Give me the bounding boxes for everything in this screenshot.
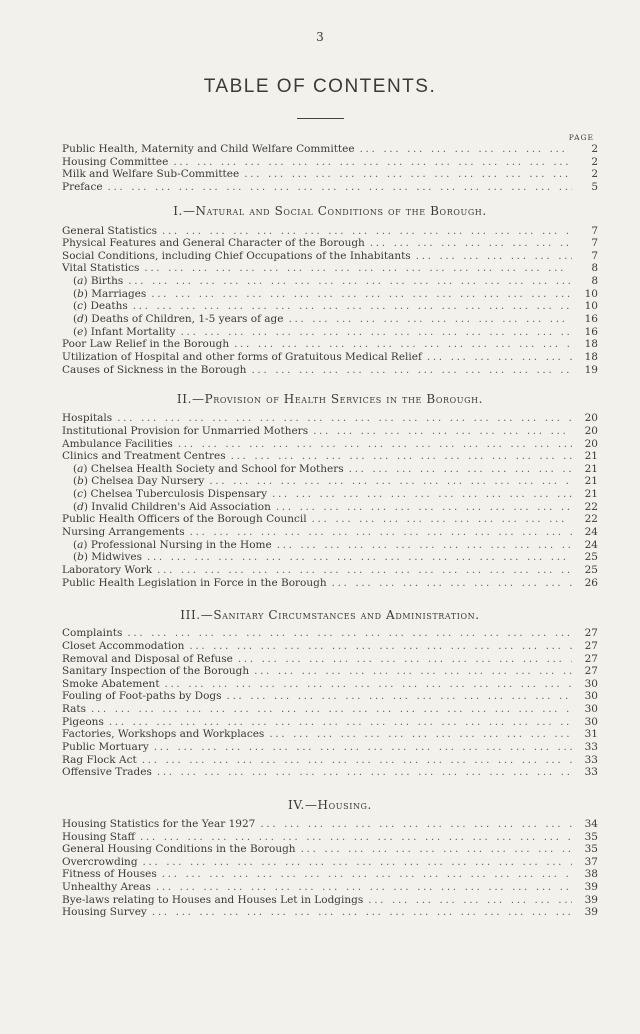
toc-section — [62, 204, 598, 377]
dot-leader — [138, 856, 572, 869]
toc-entry-page: 22 — [584, 513, 598, 526]
dot-leader — [122, 627, 572, 640]
toc-entry — [62, 690, 598, 703]
dot-leader — [104, 716, 572, 729]
dot-leader — [146, 288, 572, 301]
toc-entry-label — [62, 754, 137, 767]
toc-entry — [62, 225, 598, 238]
toc-entry — [62, 831, 598, 844]
dot-leader — [327, 577, 572, 590]
toc-entry — [62, 168, 598, 181]
toc-entry-page: 24 — [584, 538, 598, 551]
toc-entry-label — [62, 438, 173, 451]
toc-entry — [62, 703, 598, 716]
dot-leader — [86, 703, 572, 716]
dot-leader — [226, 450, 572, 463]
toc-entry — [62, 868, 598, 881]
toc-entry-text: Social Conditions, including Chief Occupations of the Inhabitants — [62, 249, 411, 262]
toc-entry-page: 33 — [584, 766, 598, 779]
toc-entry-text: Marriages — [91, 287, 147, 300]
toc-entry-text: Complaints — [62, 627, 123, 640]
toc-entry-text: Housing Survey — [62, 906, 147, 919]
toc-entry-prefix: (c) — [73, 300, 88, 313]
toc-entry-label — [62, 906, 147, 919]
toc-entry-label — [62, 488, 267, 501]
toc-entry-page: 34 — [584, 817, 598, 830]
toc-entry-text: Deaths — [90, 300, 128, 313]
toc-entry-label — [62, 766, 152, 779]
toc-entry-page: 38 — [584, 868, 598, 881]
table-of-contents — [62, 132, 598, 919]
toc-entry — [62, 856, 598, 869]
dot-leader — [222, 690, 572, 703]
dot-leader — [139, 262, 572, 275]
toc-entry — [62, 143, 598, 156]
toc-entry-page: 7 — [591, 237, 598, 250]
toc-entry-label — [62, 300, 128, 313]
toc-entry-label — [62, 501, 271, 514]
toc-entry-page: 27 — [584, 627, 598, 640]
toc-entry-page: 21 — [584, 475, 598, 488]
toc-entry-text: Institutional Provision for Unmarried Mothers — [62, 424, 309, 437]
toc-entry-text: Chelsea Health Society and School for Mothers — [90, 462, 344, 475]
toc-entry-prefix: (c) — [73, 488, 88, 501]
toc-entry-page: 30 — [584, 690, 598, 703]
toc-entry-text: Professional Nursing in the Home — [90, 538, 272, 551]
toc-entry-prefix: (a) — [73, 275, 88, 288]
toc-entry-label — [62, 168, 239, 181]
toc-entry — [62, 665, 598, 678]
toc-entry-page: 24 — [584, 526, 598, 539]
dot-leader — [168, 156, 572, 169]
toc-entry-page: 2 — [591, 168, 598, 181]
toc-entry-label — [62, 577, 327, 590]
toc-entry-text: Public Health Officers of the Borough Council — [62, 513, 307, 526]
toc-entry — [62, 237, 598, 250]
toc-entry-label — [62, 665, 249, 678]
toc-entry — [62, 741, 598, 754]
toc-entry-text: Housing Statistics for the Year 1927 — [62, 817, 256, 830]
dot-leader — [365, 237, 572, 250]
toc-entry — [62, 513, 598, 526]
toc-entry-text: Invalid Children's Aid Association — [91, 500, 271, 513]
toc-entry-page: 25 — [584, 551, 598, 564]
toc-entry-page: 27 — [584, 652, 598, 665]
toc-entry-page: 16 — [584, 325, 598, 338]
toc-entry-label — [62, 539, 272, 552]
toc-entry-text: Nursing Arrangements — [62, 526, 185, 539]
toc-entry-page: 22 — [584, 500, 598, 513]
dot-leader — [284, 313, 573, 326]
toc-entry-page: 21 — [584, 462, 598, 475]
toc-entry-label — [62, 627, 122, 640]
dot-leader — [147, 906, 572, 919]
toc-entry-text: Smoke Abatement — [62, 677, 160, 690]
toc-entry-text: Fitness of Houses — [62, 868, 157, 881]
dot-leader — [151, 881, 572, 894]
toc-entry-page: 8 — [591, 275, 598, 288]
toc-entry-prefix: (a) — [73, 538, 88, 551]
toc-entry-label — [62, 425, 308, 438]
dot-leader — [142, 551, 572, 564]
toc-entry-page: 20 — [584, 437, 598, 450]
toc-entry-page: 18 — [584, 338, 598, 351]
toc-entry-text: Infant Mortality — [90, 325, 176, 338]
toc-entry-text: Deaths of Children, 1-5 years of age — [91, 313, 284, 326]
dot-leader — [355, 143, 572, 156]
toc-entry-text: Poor Law Relief in the Borough — [62, 338, 230, 351]
toc-entry — [62, 728, 598, 741]
toc-subentry — [62, 501, 598, 514]
toc-subentry — [62, 463, 598, 476]
toc-entry — [62, 766, 598, 779]
toc-entry-text: Births — [90, 275, 124, 288]
toc-entry-text: Public Health, Maternity and Child Welfare Committee — [62, 143, 355, 155]
toc-entry-prefix: (b) — [73, 475, 88, 488]
section-heading: III.—Sanitary Circumstances and Administration. — [180, 608, 480, 623]
toc-entry-page: 27 — [584, 665, 598, 678]
toc-entry-label — [62, 463, 344, 476]
toc-entry-label — [62, 288, 146, 301]
toc-entry-label — [62, 143, 355, 156]
toc-entry-prefix: (b) — [73, 287, 88, 300]
toc-entry-label — [62, 551, 142, 564]
toc-entry-label — [62, 237, 365, 250]
toc-entry-text: Unhealthy Areas — [62, 881, 151, 894]
dot-leader — [246, 364, 572, 377]
toc-subentry — [62, 539, 598, 552]
page-title: TABLE OF CONTENTS. — [203, 76, 437, 97]
toc-entry-text: Sanitary Inspection of the Borough — [62, 665, 250, 678]
dot-leader — [422, 351, 572, 364]
toc-entry-page: 27 — [584, 639, 598, 652]
dot-leader — [157, 225, 572, 238]
dot-leader — [149, 741, 572, 754]
dot-leader — [184, 640, 572, 653]
toc-entry-text: Ambulance Facilities — [62, 437, 173, 450]
toc-entry-text: Fouling of Foot-paths by Dogs — [62, 690, 222, 703]
toc-entry-text: Causes of Sickness in the Borough — [62, 363, 247, 376]
toc-subentry — [62, 326, 598, 339]
dot-leader — [264, 728, 572, 741]
toc-entry-text: Chelsea Tuberculosis Dispensary — [90, 488, 267, 501]
dot-leader — [229, 338, 572, 351]
toc-entry-label — [62, 881, 151, 894]
toc-entry — [62, 881, 598, 894]
toc-entry-page: 30 — [584, 715, 598, 728]
toc-subentry — [62, 275, 598, 288]
toc-entry-prefix: (b) — [73, 551, 88, 564]
dot-leader — [344, 463, 572, 476]
toc-entry-text: Midwives — [91, 551, 143, 564]
toc-entry-text: Housing Committee — [62, 155, 169, 168]
toc-entry-prefix: (a) — [73, 462, 88, 475]
toc-entry — [62, 640, 598, 653]
section-heading: I.—Natural and Social Conditions of the Borough. — [173, 203, 487, 218]
toc-entry-text: General Housing Conditions in the Borough — [62, 843, 296, 856]
toc-entry-page: 5 — [591, 180, 598, 193]
toc-entry-label — [62, 894, 363, 907]
toc-entry-label — [62, 653, 233, 666]
toc-entry-text: Factories, Workshops and Workplaces — [62, 728, 265, 741]
toc-entry-text: Bye-laws relating to Houses and Houses Let in Lodgings — [62, 893, 364, 906]
toc-entry-label — [62, 156, 168, 169]
toc-entry-text: General Statistics — [62, 224, 158, 237]
toc-entry — [62, 351, 598, 364]
toc-entry-label — [62, 475, 204, 488]
toc-entry-label — [62, 338, 229, 351]
toc-entry-page: 7 — [591, 249, 598, 262]
toc-entry-label — [62, 640, 184, 653]
toc-entry-label — [62, 364, 246, 377]
toc-entry-label — [62, 818, 255, 831]
toc-entry-label — [62, 690, 222, 703]
toc-entry — [62, 438, 598, 451]
toc-entry — [62, 653, 598, 666]
dot-leader — [123, 275, 572, 288]
toc-entry-page: 30 — [584, 677, 598, 690]
toc-entry — [62, 412, 598, 425]
toc-entry — [62, 564, 598, 577]
toc-entry-page: 7 — [591, 224, 598, 237]
toc-entry-text: Closet Accommodation — [62, 639, 185, 652]
dot-leader — [128, 300, 572, 313]
dot-leader — [296, 843, 572, 856]
toc-entry-text: Vital Statistics — [62, 262, 140, 275]
dot-leader — [137, 754, 572, 767]
toc-entry-label — [62, 250, 411, 263]
toc-entry-label — [62, 703, 86, 716]
toc-entry — [62, 250, 598, 263]
toc-entry-page: 16 — [584, 313, 598, 326]
front-matter-list — [62, 143, 598, 194]
toc-entry-text: Housing Staff — [62, 830, 135, 843]
toc-entry-page: 35 — [584, 843, 598, 856]
toc-entry-label — [62, 843, 296, 856]
dot-leader — [307, 513, 572, 526]
toc-entry-label — [62, 275, 123, 288]
toc-entry-page: 35 — [584, 830, 598, 843]
dot-leader — [112, 412, 572, 425]
section-heading: II.—Provision of Health Services in the Borough. — [176, 392, 484, 407]
toc-entry-label — [62, 856, 138, 869]
toc-entry-label — [62, 716, 104, 729]
toc-entry-text: Hospitals — [62, 412, 113, 425]
toc-subentry — [62, 475, 598, 488]
toc-entry-label — [62, 225, 157, 238]
page-column-header: PAGE — [568, 133, 594, 142]
toc-entry-page: 10 — [584, 287, 598, 300]
toc-entry — [62, 262, 598, 275]
toc-subentry — [62, 300, 598, 313]
toc-entry-page: 21 — [584, 488, 598, 501]
toc-entry-prefix: (d) — [73, 313, 88, 326]
toc-entry-page: 19 — [584, 363, 598, 376]
dot-leader — [272, 539, 572, 552]
toc-entry-label — [62, 526, 185, 539]
dot-leader — [160, 678, 572, 691]
toc-entry-text: Rag Flock Act — [62, 753, 137, 766]
toc-entry-page: 2 — [591, 155, 598, 168]
toc-entry — [62, 894, 598, 907]
toc-entry — [62, 577, 598, 590]
dot-leader — [152, 564, 572, 577]
toc-entry-text: Public Mortuary — [62, 740, 149, 753]
toc-entry-text: Physical Features and General Character of the Borough — [62, 237, 365, 250]
dot-leader — [308, 425, 572, 438]
dot-leader — [173, 438, 572, 451]
toc-entry-page: 39 — [584, 906, 598, 919]
dot-leader — [233, 653, 572, 666]
toc-entry-page: 33 — [584, 740, 598, 753]
toc-entry-label — [62, 450, 226, 463]
toc-entry-page: 20 — [584, 424, 598, 437]
toc-entry — [62, 678, 598, 691]
toc-entry-page: 8 — [591, 262, 598, 275]
toc-entry-label — [62, 326, 176, 339]
dot-leader — [267, 488, 572, 501]
toc-entry — [62, 181, 598, 194]
section-heading: IV.—Housing. — [288, 797, 372, 812]
toc-entry-label — [62, 741, 149, 754]
toc-entry — [62, 450, 598, 463]
toc-entry-page: 39 — [584, 881, 598, 894]
toc-entry-label — [62, 868, 157, 881]
toc-entry — [62, 627, 598, 640]
toc-subentry — [62, 313, 598, 326]
dot-leader — [255, 818, 572, 831]
toc-entry-page: 30 — [584, 703, 598, 716]
toc-subentry — [62, 288, 598, 301]
toc-entry-page: 37 — [584, 855, 598, 868]
toc-entry-label — [62, 564, 152, 577]
dot-leader — [239, 168, 572, 181]
toc-entry-label — [62, 412, 112, 425]
toc-entry-label — [62, 313, 284, 326]
toc-entry — [62, 716, 598, 729]
toc-entry-page: 18 — [584, 350, 598, 363]
toc-entry-prefix: (d) — [73, 500, 88, 513]
toc-entry — [62, 818, 598, 831]
dot-leader — [152, 766, 572, 779]
toc-entry-text: Milk and Welfare Sub-Committee — [62, 168, 240, 181]
toc-entry-text: Utilization of Hospital and other forms of Gratuitous Medical Relief — [62, 350, 422, 363]
toc-entry-label — [62, 728, 264, 741]
toc-entry-text: Public Health Legislation in Force in the Borough — [62, 576, 327, 589]
toc-entry-label — [62, 513, 307, 526]
toc-entry-label — [62, 351, 422, 364]
toc-entry-text: Clinics and Treatment Centres — [62, 450, 226, 463]
toc-entry — [62, 425, 598, 438]
dot-leader — [204, 475, 572, 488]
toc-entry-page: 21 — [584, 450, 598, 463]
dot-leader — [176, 326, 572, 339]
toc-entry — [62, 364, 598, 377]
toc-entry-text: Offensive Trades — [62, 766, 152, 779]
toc-entry-prefix: (e) — [73, 325, 88, 338]
page-number: 3 — [316, 30, 324, 44]
toc-entry-label — [62, 678, 160, 691]
toc-entry-page: 26 — [584, 576, 598, 589]
toc-entry-text: Rats — [62, 703, 87, 716]
toc-section — [62, 798, 598, 919]
toc-entry-text: Removal and Disposal of Refuse — [62, 652, 233, 665]
dot-leader — [185, 526, 572, 539]
dot-leader — [271, 501, 572, 514]
toc-entry-page: 25 — [584, 563, 598, 576]
toc-entry-page: 20 — [584, 412, 598, 425]
dot-leader — [249, 665, 572, 678]
toc-entry — [62, 156, 598, 169]
toc-entry-text: Preface — [62, 180, 103, 193]
dot-leader — [103, 181, 572, 194]
toc-entry-text: Laboratory Work — [62, 563, 153, 576]
toc-entry-page: 10 — [584, 300, 598, 313]
toc-entry-text: Pigeons — [62, 715, 104, 728]
toc-entry — [62, 754, 598, 767]
toc-entry-page: 2 — [591, 143, 598, 155]
toc-section — [62, 608, 598, 779]
toc-entry-label — [62, 831, 135, 844]
toc-entry-page: 31 — [584, 728, 598, 741]
toc-entry-page: 33 — [584, 753, 598, 766]
toc-entry — [62, 906, 598, 919]
toc-subentry — [62, 488, 598, 501]
dot-leader — [411, 250, 572, 263]
toc-entry-label — [62, 181, 103, 194]
dot-leader — [363, 894, 572, 907]
toc-entry-text: Chelsea Day Nursery — [91, 475, 205, 488]
dot-leader — [135, 831, 572, 844]
toc-subentry — [62, 551, 598, 564]
toc-entry — [62, 526, 598, 539]
toc-section — [62, 392, 598, 589]
dot-leader — [157, 868, 572, 881]
sections-container — [62, 204, 598, 919]
toc-entry-page: 39 — [584, 893, 598, 906]
toc-entry — [62, 338, 598, 351]
toc-entry — [62, 843, 598, 856]
toc-entry-text: Overcrowding — [62, 855, 138, 868]
title-divider — [297, 118, 344, 119]
toc-entry-label — [62, 262, 139, 275]
